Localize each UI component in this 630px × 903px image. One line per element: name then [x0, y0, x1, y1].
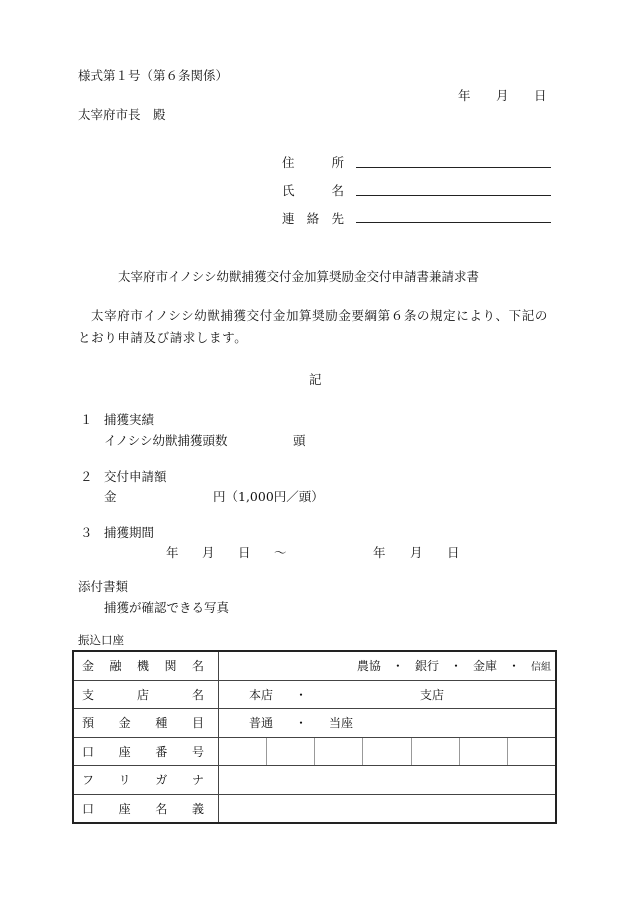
period-start-year: 年	[166, 545, 179, 560]
addressee: 太宰府市長 殿	[78, 107, 166, 122]
section3-number: ３	[80, 525, 93, 540]
date-month-label: 月	[496, 88, 509, 103]
bank-account-table	[72, 650, 557, 824]
section2-suffix: 円（1,000円／頭）	[213, 489, 324, 504]
furigana-label: フ リ ガ ナ	[73, 766, 219, 795]
name-label: 氏 名	[282, 183, 344, 198]
branch-label: 支 店 名	[73, 680, 219, 709]
account-number-row	[73, 737, 556, 766]
bank-heading: 振込口座	[78, 633, 124, 647]
deposit-row	[73, 709, 556, 738]
institution-label: 金 融 機 関 名	[73, 651, 219, 680]
contact-label: 連 絡 先	[282, 211, 344, 226]
digit-cell[interactable]	[362, 738, 410, 766]
branch-value[interactable]: 本店 ・ 支店	[219, 680, 557, 709]
digit-cell[interactable]	[507, 738, 555, 766]
attachments-item: 捕獲が確認できる写真	[104, 600, 230, 615]
contact-field[interactable]	[356, 222, 551, 223]
period-start-month: 月	[202, 545, 215, 560]
section2-title: 交付申請額	[104, 469, 167, 484]
period-end-month: 月	[410, 545, 423, 560]
intro-text: 太宰府市イノシシ幼獣捕獲交付金加算奨励金要綱第６条の規定により、下記のとおり申請及び請求します。	[78, 308, 548, 345]
deposit-normal: 普通	[249, 716, 274, 731]
digit-cell[interactable]	[266, 738, 314, 766]
institution-row	[73, 651, 556, 680]
digit-cell[interactable]	[411, 738, 459, 766]
deposit-label: 預 金 種 目	[73, 709, 219, 738]
digit-cell[interactable]	[459, 738, 507, 766]
institution-value[interactable]: 農協 ・ 銀行 ・ 金庫 ・ 信組	[219, 651, 557, 680]
section1-title: 捕獲実績	[104, 412, 155, 427]
deposit-value[interactable]: 普通 ・ 当座	[219, 709, 557, 738]
section2-prefix: 金	[104, 489, 117, 504]
furigana-value[interactable]	[219, 766, 557, 795]
account-name-label: 口 座 名 義	[73, 794, 219, 823]
account-number-value[interactable]	[219, 737, 557, 766]
form-number: 様式第１号（第６条関係）	[78, 68, 229, 83]
period-tilde: ～	[274, 545, 287, 560]
option-shinkumi: 信組	[531, 662, 551, 674]
period-end-year: 年	[373, 545, 386, 560]
section1-item: イノシシ幼獣捕獲頭数	[104, 433, 228, 448]
option-kinko: 金庫	[472, 659, 497, 674]
address-label: 住 所	[282, 155, 344, 170]
option-nokyo: 農協	[356, 659, 381, 674]
digit-cell[interactable]	[219, 738, 266, 766]
section1-unit: 頭	[293, 433, 306, 448]
account-number-label: 口 座 番 号	[73, 737, 219, 766]
period-end-day: 日	[447, 545, 460, 560]
account-name-row	[73, 794, 556, 823]
attachments-title: 添付書類	[78, 579, 129, 594]
date-year-label: 年	[458, 88, 471, 103]
period-start-day: 日	[238, 545, 251, 560]
account-name-value[interactable]	[219, 794, 557, 823]
digit-cell[interactable]	[314, 738, 362, 766]
document-title: 太宰府市イノシシ幼獣捕獲交付金加算奨励金交付申請書兼請求書	[118, 269, 479, 284]
section1-number: １	[80, 412, 93, 427]
address-field[interactable]	[356, 167, 551, 168]
deposit-current: 当座	[329, 716, 354, 731]
section2-number: ２	[80, 469, 93, 484]
ki-heading: 記	[309, 372, 322, 387]
date-day-label: 日	[534, 88, 547, 103]
furigana-row	[73, 766, 556, 795]
branch-sub: 支店	[420, 687, 445, 702]
section3-title: 捕獲期間	[104, 525, 155, 540]
option-ginko: 銀行	[414, 659, 439, 674]
branch-row	[73, 680, 556, 709]
branch-main: 本店	[249, 687, 274, 702]
name-field[interactable]	[356, 195, 551, 196]
